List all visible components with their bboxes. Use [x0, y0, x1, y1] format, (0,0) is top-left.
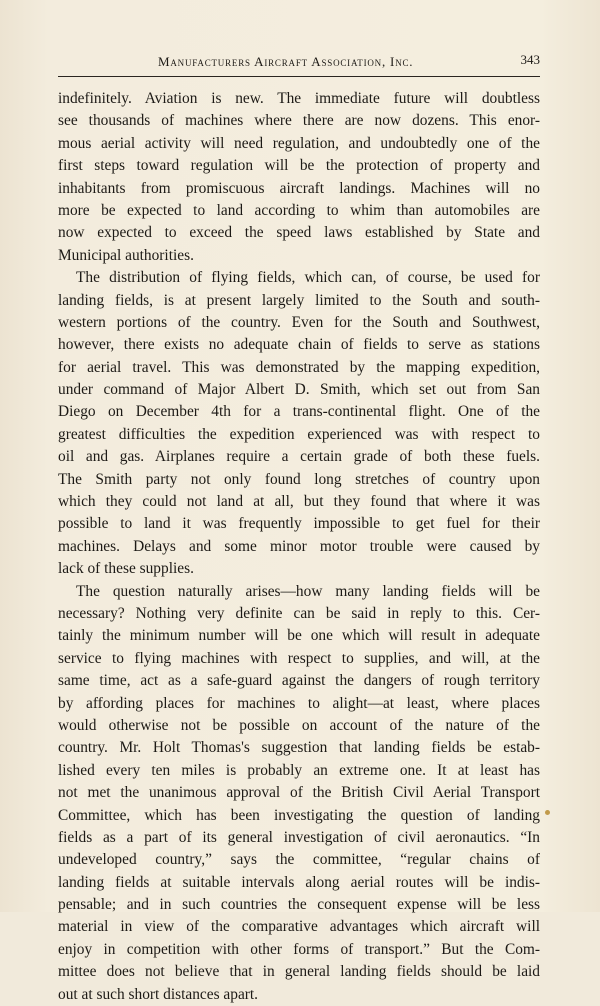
text-line: pensable; and in such countries the consequent expense will be less — [58, 896, 540, 914]
text-line: lished every ten miles is probably an extreme one. It at least has — [58, 761, 540, 779]
text-line: tainly the minimum number will be one which will result in adequate — [58, 627, 540, 645]
page-header — [58, 52, 540, 72]
text-line: now expected to exceed the speed laws established by State and — [58, 224, 540, 242]
text-line: enjoy in competition with other forms of transport.” But the Com- — [58, 940, 540, 958]
text-line: more be expected to land according to whim than automobiles are — [58, 201, 540, 219]
text-line: necessary? Nothing very definite can be said in reply to this. Cer- — [58, 604, 540, 622]
text-line: country. Mr. Holt Thomas's suggestion that landing fields be estab- — [58, 739, 540, 757]
text-line: oil and gas. Airplanes require a certain grade of both these fuels. — [58, 448, 540, 466]
page-number: 343 — [520, 52, 540, 67]
text-line: service to flying machines with respect to supplies, and will, at the — [58, 649, 540, 667]
ink-spot — [545, 810, 550, 815]
text-line: Committee, which has been investigating the question of landing — [58, 806, 540, 824]
text-line: out at such short distances apart. — [58, 985, 259, 1003]
text-line: undeveloped country,” says the committee, “regular chains of — [58, 851, 540, 869]
paragraph — [58, 581, 540, 1006]
paragraph — [58, 88, 540, 267]
text-line: machines. Delays and some minor motor trouble were caused by — [58, 537, 540, 555]
text-line: western portions of the country. Even for the South and Southwest, — [58, 313, 540, 331]
text-line: indefinitely. Aviation is new. The immediate future will doubtless — [58, 90, 540, 107]
text-line: landing fields, is at present largely limited to the South and south- — [58, 291, 540, 309]
text-line: The question naturally arises—how many landing fields will be — [76, 582, 540, 600]
running-head: Manufacturers Aircraft Association, Inc. — [158, 54, 414, 69]
text-line: mittee does not believe that in general landing fields should be laid — [58, 963, 540, 981]
text-line: same time, act as a safe-guard against the dangers of rough territory — [58, 672, 540, 690]
text-line: first steps toward regulation will be the protection of property and — [58, 157, 540, 175]
text-line: lack of these supplies. — [58, 560, 194, 578]
text-line: The distribution of flying fields, which can, of course, be used for — [76, 269, 540, 287]
text-line: mous aerial activity will need regulation, and undoubtedly one of the — [58, 134, 540, 152]
text-line: material in view of the comparative advantages which aircraft will — [58, 918, 540, 936]
text-line: however, there exists no adequate chain of fields to serve as stations — [58, 336, 540, 354]
text-line: landing fields at suitable intervals along aerial routes will be indis- — [58, 873, 540, 891]
text-line: not met the unanimous approval of the British Civil Aerial Transport — [58, 784, 540, 802]
text-line: The Smith party not only found long stretches of country upon — [58, 470, 540, 488]
text-line: for aerial travel. This was demonstrated by the mapping expedition, — [58, 358, 540, 376]
text-line: which they could not land at all, but they found that where it was — [58, 493, 540, 511]
body-text — [58, 88, 540, 1006]
header-rule — [58, 76, 540, 77]
paragraph — [58, 267, 540, 580]
text-line: by affording places for machines to alight—at least, where places — [58, 694, 540, 712]
text-line: see thousands of machines where there are now dozens. This enor- — [58, 112, 540, 130]
text-line: would otherwise not be possible on account of the nature of the — [58, 716, 540, 734]
text-line: possible to land it was frequently impossible to get fuel for their — [58, 515, 540, 533]
text-line: inhabitants from promiscuous aircraft landings. Machines will no — [58, 179, 540, 197]
text-line: under command of Major Albert D. Smith, which set out from San — [58, 381, 540, 399]
text-line: fields as a part of its general investigation of civil aeronautics. “In — [58, 828, 540, 846]
text-line: Diego on December 4th for a trans-continental flight. One of the — [58, 403, 540, 421]
text-line: greatest difficulties the expedition experienced was with respect to — [58, 425, 540, 443]
text-line: Municipal authorities. — [58, 246, 194, 264]
